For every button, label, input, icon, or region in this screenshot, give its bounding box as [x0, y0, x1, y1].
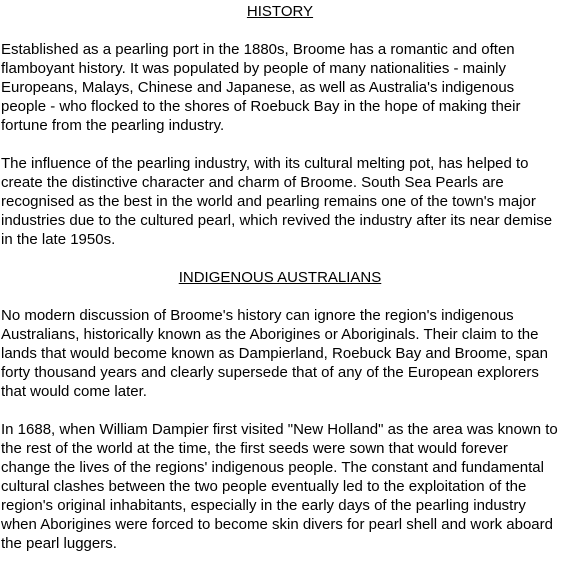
indigenous-paragraph-1: No modern discussion of Broome's history can ignore the region's indigenous Australians, historically known as the Aborigines or Aboriginals. Their claim to the lands that would become known as Dampierland, Roebuck Bay and Broome, span forty thousand years and clearly supersede that of any of the European explorers that would come later.	[1, 307, 548, 400]
history-paragraph-1: Established as a pearling port in the 1880s, Broome has a romantic and often flamboyant history. It was populated by people of many nationalities - mainly Europeans, Malays, Chinese and Japanese, as well as Australia's indigenous people - who flocked to the shores of Roebuck Bay in the hope of making their fortune from the pearling industry.	[1, 41, 521, 134]
history-paragraph-2: The influence of the pearling industry, with its cultural melting pot, has helped to create the distinctive character and charm of Broome. South Sea Pearls are recognised as the best in the world and pearling remains one of the town's major industries due to the cultured pearl, which revived the industry after its near demise in the late 1950s.	[1, 155, 553, 248]
section-heading-indigenous-australians: INDIGENOUS AUSTRALIANS	[178, 269, 382, 286]
indigenous-paragraph-2: In 1688, when William Dampier first visited "New Holland" as the area was known to the rest of the world at the time, the first seeds were sown that would forever change the lives of the regions' indigenous people. The constant and fundamental cultural clashes between the two people eventually led to the exploitation of the region's original inhabitants, especially in the early days of the pearling industry when Aborigines were forced to become skin divers for pearl shell and work aboard the pearl luggers.	[1, 421, 558, 552]
section-heading-history: HISTORY	[246, 3, 314, 20]
